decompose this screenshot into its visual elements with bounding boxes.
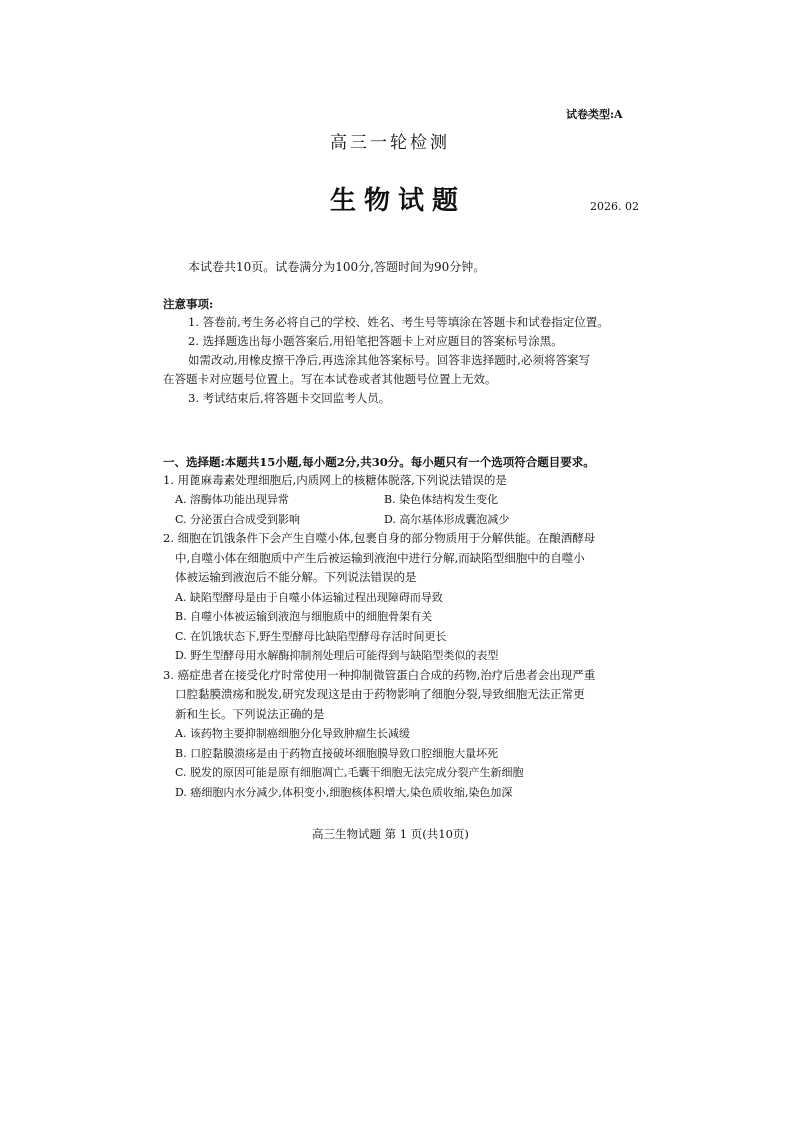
question-2-stem-line: 2. 细胞在饥饿条件下会产生自噬小体,包裹自身的部分物质用于分解供能。在酿酒酵母: [163, 531, 596, 545]
q1-option-d: D. 高尔基体形成囊泡减少: [384, 513, 510, 526]
question-1-stem: 1. 用蓖麻毒素处理细胞后,内质网上的核糖体脱落,下列说法错误的是: [163, 473, 507, 487]
question-3-stem-line: 口腔黏膜溃疡和脱发,研究发现这是由于药物影响了细胞分裂,导致细胞无法正常更: [175, 687, 585, 701]
q3-option-d: D. 癌细胞内水分减少,体积变小,细胞核体积增大,染色质收缩,染色加深: [175, 786, 513, 799]
notes-line: 1. 答卷前,考生务必将自己的学校、姓名、考生号等填涂在答题卡和试卷指定位置。: [188, 315, 609, 329]
q1-option-c: C. 分泌蛋白合成受到影响: [175, 513, 301, 526]
notes-line: 2. 选择题选出每小题答案后,用铅笔把答题卡上对应题目的答案标号涂黑。: [188, 334, 563, 348]
exam-date: 2026. 02: [590, 200, 639, 213]
question-2-stem-line: 中,自噬小体在细胞质中产生后被运输到液泡中进行分解,而缺陷型细胞中的自噬小: [175, 551, 585, 565]
question-2-stem-line: 体被运输到液泡后不能分解。下列说法错误的是: [175, 570, 417, 584]
notes-heading: 注意事项:: [163, 297, 214, 311]
notes-line: 3. 考试结束后,将答题卡交回监考人员。: [188, 391, 391, 405]
q3-option-b: B. 口腔黏膜溃疡是由于药物直接破坏细胞膜导致口腔细胞大量坏死: [175, 747, 499, 760]
notes-line: 在答题卡对应题号位置上。写在本试卷或者其他题号位置上无效。: [163, 372, 497, 386]
question-3-stem-line: 3. 癌症患者在接受化疗时常使用一种抑制微管蛋白合成的药物,治疗后患者会出现严重: [163, 668, 596, 682]
q1-option-a: A. 溶酶体功能出现异常: [175, 493, 289, 506]
section-heading: 一、选择题:本题共15小题,每小题2分,共30分。每小题只有一个选项符合题目要求。: [163, 455, 595, 469]
notes-line: 如需改动,用橡皮擦干净后,再选涂其他答案标号。回答非选择题时,必须将答案写: [188, 353, 590, 367]
intro-text: 本试卷共10页。试卷满分为100分,答题时间为90分钟。: [188, 260, 486, 274]
q2-option-a: A. 缺陷型酵母是由于自噬小体运输过程出现障碍而导致: [175, 591, 443, 604]
q1-option-b: B. 染色体结构发生变化: [384, 493, 499, 506]
q3-option-a: A. 该药物主要抑制癌细胞分化导致肿瘤生长减缓: [175, 727, 410, 740]
exam-subtitle: 高三一轮检测: [330, 133, 450, 153]
q2-option-c: C. 在饥饿状态下,野生型酵母比缺陷型酵母存活时间更长: [175, 630, 447, 643]
page-title: 生物试题: [330, 186, 467, 216]
paper-type-label: 试卷类型:A: [566, 108, 623, 121]
q2-option-b: B. 自噬小体被运输到液泡与细胞质中的细胞骨架有关: [175, 610, 433, 623]
q3-option-c: C. 脱发的原因可能是原有细胞凋亡,毛囊干细胞无法完成分裂产生新细胞: [175, 766, 524, 779]
page-footer: 高三生物试题 第 1 页(共10页): [312, 827, 469, 841]
question-3-stem-line: 新和生长。下列说法正确的是: [175, 707, 325, 721]
q2-option-d: D. 野生型酵母用水解酶抑制剂处理后可能得到与缺陷型类似的表型: [175, 649, 499, 662]
